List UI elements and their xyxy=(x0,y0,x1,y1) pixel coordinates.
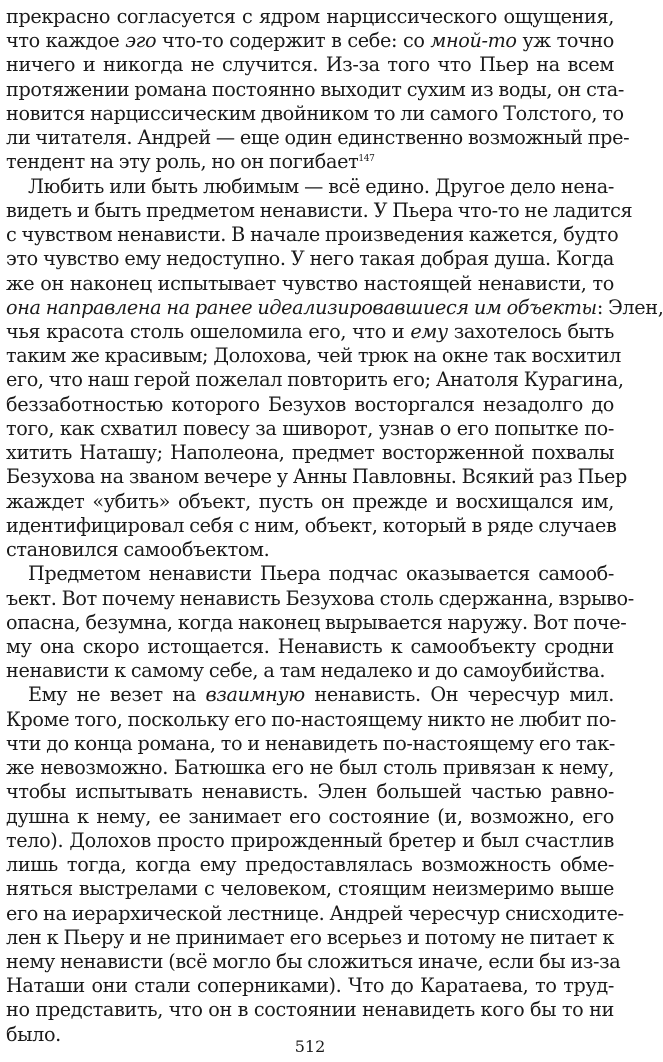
text-line xyxy=(6,949,621,975)
text-run: хитить Наташу; Наполеона, предмет восторженной похвалы xyxy=(6,441,614,465)
text-run: ъект. Вот почему ненависть Безухова столь сдержанна, взрыво- xyxy=(6,586,634,610)
text-run: тендент на эту роль, но он погибает xyxy=(6,150,359,174)
paragraph-first-line xyxy=(28,682,614,708)
text-run: Безухова на званом вечере у Анны Павловны. Всякий раз Пьер xyxy=(6,465,627,489)
footnote-marker: 147 xyxy=(358,154,375,165)
text-line xyxy=(6,586,634,612)
text-run: тело). Долохов просто прирожденный бретер и был счастлив xyxy=(6,828,614,852)
text-line xyxy=(6,489,614,515)
text-run: видеть и быть предметом ненависти. У Пьера что-то не ладится xyxy=(6,198,633,222)
text-line xyxy=(6,658,614,684)
text-run: но представить, что он в состоянии ненавидеть кого бы то ни xyxy=(6,998,614,1022)
text-line xyxy=(6,77,624,103)
text-line xyxy=(6,610,627,636)
text-line xyxy=(6,804,614,830)
text-line xyxy=(6,198,633,224)
text-run: Наташи они стали соперниками). Что до Каратаева, то труд- xyxy=(6,974,614,998)
page-number: 512 xyxy=(294,1037,326,1056)
text-run: его, что наш герой пожелал повторить его; Анатоля Курагина, xyxy=(6,368,624,392)
text-run: ли читателя. Андрей — еще один единственно возможный пре- xyxy=(6,126,630,150)
text-run: новится нарциссическим двойником то ли самого Толстого, то xyxy=(6,101,624,125)
text-run: Ему не везет на xyxy=(28,683,206,707)
text-run: протяжении романа постоянно выходит сухим из воды, он ста- xyxy=(6,77,624,101)
text-line xyxy=(6,28,614,54)
text-run: беззаботностью которого Безухов восторгался незадолго до xyxy=(6,392,614,416)
text-run: ничего и никогда не случится. Из-за того что Пьер на всем xyxy=(6,53,614,77)
text-line xyxy=(6,101,624,127)
text-line xyxy=(6,513,617,539)
text-line xyxy=(6,319,614,345)
text-line xyxy=(6,731,614,757)
text-run: душна к нему, ее занимает его состояние (и, возможно, его xyxy=(6,804,614,828)
text-line xyxy=(6,222,619,248)
paragraph-first-line xyxy=(28,561,614,587)
text-run: с чувством ненависти. В начале произведения кажется, будто xyxy=(6,223,619,247)
text-run: жаждет «убить» объект, пусть он прежде и восхищался им, xyxy=(6,489,614,513)
text-run: Любить или быть любимым — всё едино. Другое дело нена- xyxy=(28,174,614,198)
text-run: лен к Пьеру и не принимает его всерьез и потому не питает к xyxy=(6,925,614,949)
text-run: это чувство ему недоступно. У него такая добрая душа. Когда xyxy=(6,247,614,271)
text-run: таким же красивым; Долохова, чей трюк на окне так восхитил xyxy=(6,344,621,368)
text-line xyxy=(6,973,614,999)
text-line xyxy=(6,392,614,418)
text-line xyxy=(6,343,621,369)
text-line xyxy=(6,367,624,393)
text-run: уж точно xyxy=(516,29,615,53)
text-line xyxy=(6,52,614,78)
text-run: же он наконец испытывает чувство настоящей ненависти, то xyxy=(6,271,614,295)
text-run: же невозможно. Батюшка его не был столь привязан к нему, xyxy=(6,756,614,780)
text-line xyxy=(6,149,614,175)
italic-emphasis: эго xyxy=(125,29,157,53)
text-run: становился самообъектом. xyxy=(6,538,270,562)
italic-emphasis: ему xyxy=(410,319,448,343)
text-run: того, как схватил повесу за шиворот, узнав о его попытке по- xyxy=(6,416,614,440)
text-run: Предметом ненависти Пьера подчас оказывается самооб- xyxy=(28,562,614,586)
text-line xyxy=(6,828,614,854)
text-line xyxy=(6,925,614,951)
text-line xyxy=(6,464,627,490)
text-run: что каждое xyxy=(6,29,126,53)
text-line xyxy=(6,901,624,927)
text-run: захотелось быть xyxy=(447,319,614,343)
text-run: ненависти к самому себе, а там недалеко и до самоубийства. xyxy=(6,659,606,683)
italic-emphasis: мной-то xyxy=(430,29,517,53)
text-line xyxy=(6,4,614,30)
text-run: что-то содержит в себе: со xyxy=(156,29,431,53)
text-line xyxy=(6,416,614,442)
italic-emphasis: взаимную xyxy=(205,683,305,707)
text-run: чья красота столь ошеломила его, что и xyxy=(6,319,411,343)
text-line xyxy=(6,707,617,733)
text-line xyxy=(6,271,614,297)
text-run: чтобы испытывать ненависть. Элен большей частью равно- xyxy=(6,780,614,804)
text-run: его на иерархической лестнице. Андрей чересчур снисходите- xyxy=(6,901,624,925)
text-line xyxy=(6,440,614,466)
text-run: идентифицировал себя с ним, объект, который в ряде случаев xyxy=(6,513,617,537)
text-line xyxy=(6,755,614,781)
paragraph-first-line xyxy=(28,174,614,200)
text-run: было. xyxy=(6,1022,61,1046)
text-run: прекрасно согласуется с ядром нарциссического ощущения, xyxy=(6,5,614,28)
text-line xyxy=(6,997,614,1023)
text-run: ненависть. Он чересчур мил. xyxy=(304,683,614,707)
text-run: Кроме того, поскольку его по-настоящему никто не любит по- xyxy=(6,707,617,731)
text-line xyxy=(6,634,614,660)
text-line xyxy=(6,852,614,878)
text-run: няться выстрелами с человеком, стоящим неизмеримо выше xyxy=(6,877,614,901)
text-line xyxy=(6,779,614,805)
text-run: нему ненависти (всё могло бы сложиться иначе, если бы из-за xyxy=(6,949,621,973)
text-line xyxy=(6,537,614,563)
text-run: : Элен, xyxy=(596,295,663,319)
text-line xyxy=(6,125,630,151)
text-line xyxy=(6,295,663,321)
italic-emphasis: она направлена на ранее идеализировавшиеся им объекты xyxy=(6,295,597,319)
text-run: му она скоро истощается. Ненависть к самообъекту сродни xyxy=(6,634,614,658)
text-line xyxy=(6,246,614,272)
text-run: чти до конца романа, то и ненавидеть по-настоящему его так- xyxy=(6,731,616,755)
text-line xyxy=(6,876,614,902)
text-run: опасна, безумна, когда наконец вырывается наружу. Вот поче- xyxy=(6,610,627,634)
text-run: лишь тогда, когда ему предоставлялась возможность обме- xyxy=(6,853,614,877)
